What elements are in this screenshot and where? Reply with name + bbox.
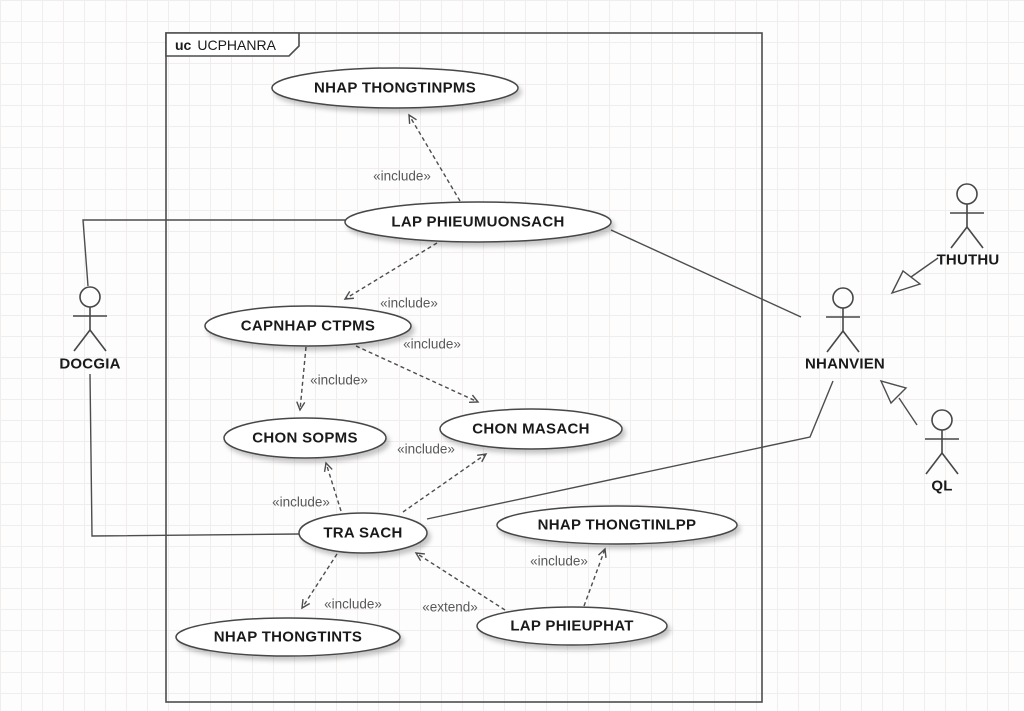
edge-label-include-6: «include» — [272, 494, 330, 510]
edge-extend-lapphieuphat-trasach[interactable] — [416, 553, 505, 610]
edge-label-include-1: «include» — [373, 168, 431, 184]
edge-include-capnhapctpms-chonsopms[interactable] — [300, 347, 306, 410]
actor-figure-ql[interactable] — [925, 410, 959, 474]
usecase-ellipse-tra-sach[interactable] — [299, 513, 427, 553]
usecase-ellipse-lap-phieumuonsach[interactable] — [345, 202, 611, 242]
edge-include-lapphieumuonsach-nhapthongtinpms[interactable] — [409, 115, 460, 201]
frame-name: UCPHANRA — [197, 37, 276, 53]
usecase-ellipse-nhap-thongtinlpp[interactable] — [497, 506, 737, 544]
edge-docgia-lapphieumuonsach[interactable] — [83, 220, 345, 286]
actor-label-docgia: DOCGIA — [59, 355, 121, 373]
actor-label-thuthu: THUTHU — [936, 251, 1000, 269]
edge-label-extend-1: «extend» — [422, 599, 478, 615]
actor-label-nhanvien: NHANVIEN — [805, 355, 885, 373]
frame-title — [175, 36, 276, 54]
usecase-ellipse-chon-masach[interactable] — [440, 409, 622, 449]
edge-include-lapphieumuonsach-capnhapctpms[interactable] — [345, 243, 437, 299]
edge-label-include-5: «include» — [397, 441, 455, 457]
usecase-ellipse-nhap-thongtinpms[interactable] — [272, 68, 518, 108]
usecase-ellipse-nhap-thongtints[interactable] — [176, 618, 400, 656]
edge-generalization-thuthu-nhanvien[interactable] — [892, 258, 938, 293]
edge-lapphieumuonsach-nhanvien[interactable] — [611, 230, 801, 317]
frame-ucphanra-boundary[interactable] — [166, 33, 762, 702]
usecase-label-chon-masach: CHON MASACH — [472, 420, 590, 438]
edge-label-include-2: «include» — [380, 295, 438, 311]
edge-include-trasach-chonsopms[interactable] — [326, 463, 341, 511]
usecase-label-lap-phieumuonsach: LAP PHIEUMUONSACH — [391, 213, 565, 231]
usecase-label-tra-sach: TRA SACH — [323, 524, 403, 542]
usecase-label-nhap-thongtinpms: NHAP THONGTINPMS — [313, 79, 477, 97]
actor-figure-nhanvien[interactable] — [826, 288, 860, 352]
edge-label-include-4: «include» — [403, 336, 461, 352]
edge-generalization-ql-nhanvien[interactable] — [881, 381, 917, 425]
usecase-label-lap-phieuphat: LAP PHIEUPHAT — [510, 617, 634, 635]
edge-label-include-7: «include» — [324, 596, 382, 612]
edge-include-lapphieuphat-nhapthongtinlpp[interactable] — [584, 549, 605, 606]
usecase-ellipse-chon-sopms[interactable] — [224, 418, 386, 458]
usecase-ellipse-lap-phieuphat[interactable] — [477, 607, 667, 645]
usecase-label-capnhap-ctpms: CAPNHAP CTPMS — [240, 317, 376, 335]
edge-include-trasach-chonmasach[interactable] — [403, 454, 486, 512]
actor-figure-docgia[interactable] — [73, 287, 107, 351]
usecase-label-nhap-thongtints: NHAP THONGTINTS — [213, 628, 363, 646]
edge-label-include-8: «include» — [530, 553, 588, 569]
usecase-label-chon-sopms: CHON SOPMS — [252, 429, 358, 447]
edge-include-capnhapctpms-chonmasach[interactable] — [356, 346, 478, 402]
edge-include-trasach-nhapthongtints[interactable] — [302, 554, 337, 608]
usecase-ellipse-capnhap-ctpms[interactable] — [205, 306, 411, 346]
actor-label-ql: QL — [931, 477, 953, 495]
frame-keyword: uc — [175, 37, 192, 53]
actor-figure-thuthu[interactable] — [950, 184, 984, 248]
edge-label-include-3: «include» — [310, 372, 368, 388]
usecase-label-nhap-thongtinlpp: NHAP THONGTINLPP — [537, 516, 697, 534]
edge-trasach-nhanvien[interactable] — [427, 381, 833, 519]
